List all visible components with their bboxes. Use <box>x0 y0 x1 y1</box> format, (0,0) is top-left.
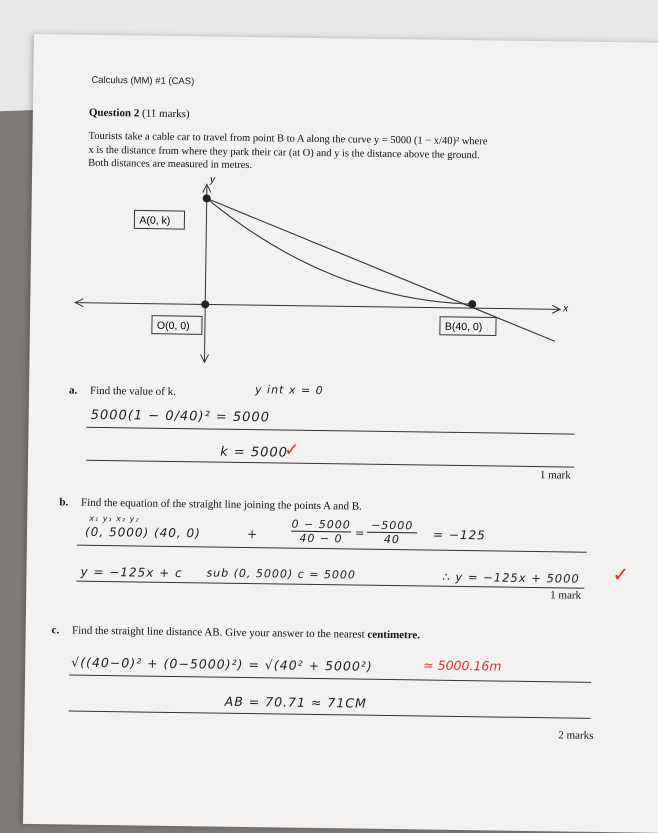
part-c-work-red: ≃ 5000.16m <box>423 657 502 674</box>
gradient-denominator: 40 − 0 <box>299 531 343 546</box>
intro-text-end: where <box>461 135 488 148</box>
part-c-work-1: √((40−0)² + (0−5000)²) = √(40² + 5000²) <box>71 654 373 674</box>
part-a-work-1: 5000(1 − 0/40)² = 5000 <box>90 407 271 426</box>
y-axis-label: y <box>209 174 216 186</box>
part-b-letter: b. <box>59 496 69 509</box>
part-c-work-2: AB = 70.71 ≈ 71CM <box>224 693 367 711</box>
part-c-marks: 2 marks <box>558 729 594 742</box>
point-b <box>468 300 476 308</box>
question-intro <box>88 130 559 177</box>
answer-line <box>77 545 587 553</box>
x-axis-label: x <box>563 303 569 315</box>
page-header: Calculus (MM) #1 (CAS) <box>91 74 195 88</box>
gradient-numerator-2: −5000 <box>367 519 417 534</box>
answer-line <box>69 675 591 683</box>
label-b: B(40, 0) <box>444 320 483 334</box>
answer-line <box>69 711 591 719</box>
gradient-fraction-2 <box>367 519 417 547</box>
part-b-work-2b: sub (0, 5000) c = 5000 <box>206 566 357 582</box>
gradient-equals: = <box>354 526 366 540</box>
part-a-question: Find the value of k. <box>89 384 176 399</box>
part-c-letter: c. <box>51 624 60 637</box>
part-b-marks: 1 mark <box>550 589 582 602</box>
part-b-work-2a: y = −125x + c <box>80 564 183 581</box>
exam-page <box>23 34 658 833</box>
intro-line-2: x is the distance from where they park their car (at O) and y is the distance above the ground. <box>88 144 480 161</box>
gradient-denominator-2: 40 <box>383 532 401 547</box>
curve-formula: y = 5000 (1 − x/40)² <box>373 134 460 147</box>
part-a-marks: 1 mark <box>539 469 571 482</box>
answer-line <box>86 460 574 468</box>
label-o: O(0, 0) <box>156 319 190 333</box>
part-b-point-labels: x₁ y₁ x₂ y₂ <box>89 513 140 524</box>
question-number: Question 2 <box>88 106 140 120</box>
gradient-numerator: 0 − 5000 <box>291 517 351 532</box>
y-axis <box>204 186 206 361</box>
question-marks: (11 marks) <box>142 107 190 121</box>
part-b-points: (0, 5000) (40, 0) <box>84 524 202 541</box>
part-b-prompt <box>59 496 362 512</box>
straight-line-ab <box>205 198 557 341</box>
part-c-question-bold: centimetre. <box>367 628 421 642</box>
part-b-question: Find the equation of the straight line joining the points A and B. <box>81 496 362 513</box>
intro-line-3: Both distances are measured in metres. <box>88 157 253 172</box>
gradient-fraction-1 <box>291 518 351 546</box>
answer-line <box>87 427 575 435</box>
x-axis <box>75 303 560 310</box>
part-c-prompt <box>52 624 421 641</box>
part-b-tick: ✓ <box>612 562 630 587</box>
part-b-plus: + <box>246 527 259 542</box>
part-a-work-2: k = 5000 <box>220 444 289 461</box>
part-a-letter: a. <box>68 384 78 397</box>
label-a: A(0, k) <box>139 214 171 227</box>
part-a-prompt <box>69 385 176 398</box>
part-b-work-2c: ∴ y = −125x + 5000 <box>442 569 580 586</box>
part-c-question: Find the straight line distance AB. Give your answer to the nearest <box>71 624 365 641</box>
question-title <box>89 107 190 120</box>
gradient-result: = −125 <box>432 527 486 543</box>
point-o <box>201 300 209 308</box>
part-a-note: y int x = 0 <box>254 383 324 398</box>
intro-text-start: Tourists take a cable car to travel from point B to A along the curve <box>88 130 372 146</box>
cable-car-graph <box>29 174 632 382</box>
part-a-tick: ✓ <box>284 439 300 461</box>
